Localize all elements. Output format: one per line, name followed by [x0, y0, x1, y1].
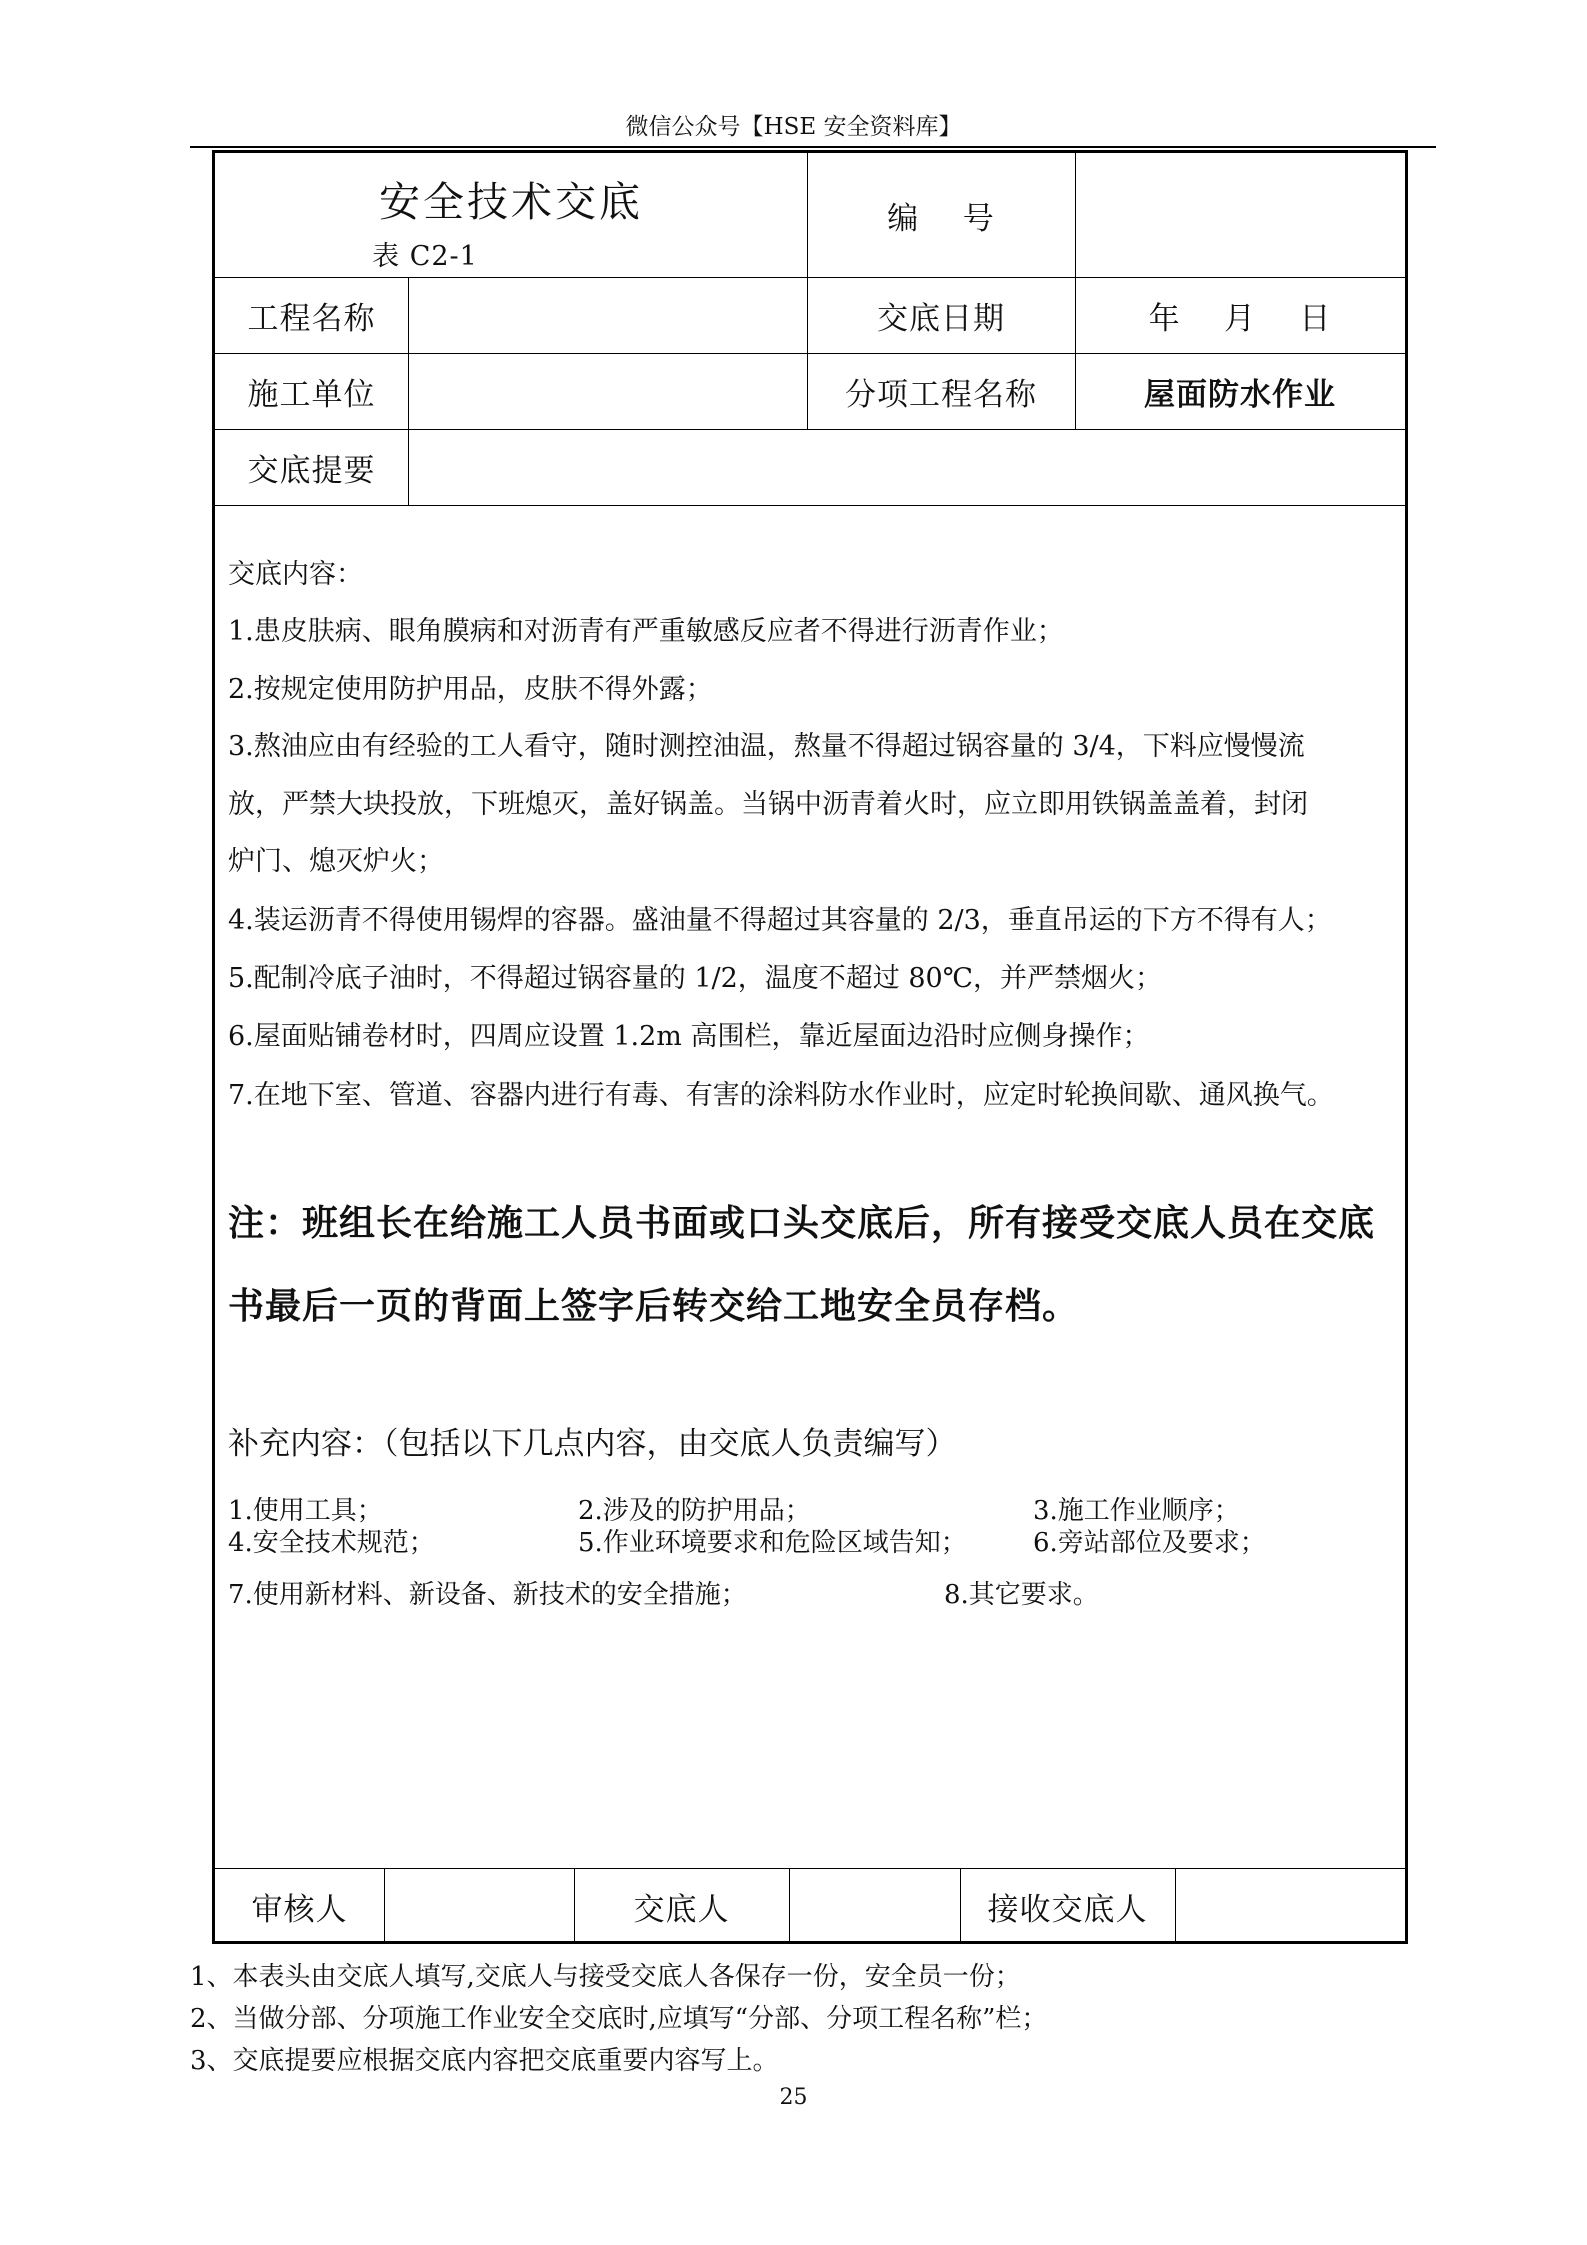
disclosure-content: [228, 552, 1398, 1122]
construction-unit-label: 施工单位: [247, 376, 376, 413]
header-divider: [190, 146, 1436, 148]
footnote: 1、本表头由交底人填写,交底人与接受交底人各保存一份，安全员一份；: [190, 1962, 1021, 1992]
content-line: 7.在地下室、管道、容器内进行有毒、有害的涂料防水作业时，应定时轮换间歇、通风换气。: [228, 1080, 1334, 1111]
supplement-item: 2.涉及的防护用品；: [578, 1496, 811, 1526]
content-line: 3.熬油应由有经验的工人看守，随时测控油温，熬量不得超过锅容量的 3/4，下料应慢慢流: [228, 731, 1305, 762]
table-code: 表 C2-1: [372, 240, 478, 272]
content-line: 2.按规定使用防护用品，皮肤不得外露；: [228, 674, 713, 705]
supplement-item: 3.施工作业顺序；: [1033, 1496, 1240, 1526]
note-line: 书最后一页的背面上签字后转交给工地安全员存档。: [228, 1285, 1080, 1327]
number-field[interactable]: [1075, 153, 1405, 277]
supplement-item: 7.使用新材料、新设备、新技术的安全措施；: [228, 1580, 747, 1610]
content-line: 1.患皮肤病、眼角膜病和对沥青有严重敏感反应者不得进行沥青作业；: [228, 616, 1064, 647]
receiver-field[interactable]: [1175, 1868, 1405, 1944]
project-name-field[interactable]: [408, 277, 807, 353]
supplement-heading: 补充内容：（包括以下几点内容，由交底人负责编写）: [228, 1426, 957, 1462]
content-line: 5.配制冷底子油时，不得超过锅容量的 1/2，温度不超过 80℃，并严禁烟火；: [228, 963, 1162, 994]
content-line: 炉门、熄灭炉火；: [228, 846, 444, 877]
content-heading: 交底内容：: [228, 559, 363, 590]
receiver-label: 接收交底人: [987, 1891, 1148, 1928]
footnote: 2、当做分部、分项施工作业安全交底时,应填写“分部、分项工程名称”栏；: [190, 2004, 1048, 2034]
page-number: 25: [779, 2085, 808, 2110]
subitem-name-value: 屋面防水作业: [1144, 376, 1336, 413]
project-name-label: 工程名称: [247, 300, 376, 337]
supplement-item: 6.旁站部位及要求；: [1033, 1528, 1266, 1558]
supplement-item: 8.其它要求。: [944, 1580, 1099, 1610]
discloser-label: 交底人: [633, 1891, 730, 1928]
date-field[interactable]: 年 月 日: [1148, 300, 1332, 337]
construction-unit-field[interactable]: [408, 353, 807, 429]
number-label: 编 号: [887, 200, 995, 237]
summary-field[interactable]: [408, 429, 1405, 505]
supplement-item: 4.安全技术规范；: [228, 1528, 435, 1558]
supplement-item: 1.使用工具；: [228, 1496, 383, 1526]
content-line: 放，严禁大块投放，下班熄灭，盖好锅盖。当锅中沥青着火时，应立即用铁锅盖盖着，封闭: [228, 789, 1308, 820]
document-header: 微信公众号【HSE 安全资料库】: [625, 114, 962, 140]
form-title: 安全技术交底: [379, 177, 643, 226]
footnote: 3、交底提要应根据交底内容把交底重要内容写上。: [190, 2046, 779, 2076]
discloser-field[interactable]: [789, 1868, 960, 1944]
reviewer-field[interactable]: [384, 1868, 574, 1944]
date-label: 交底日期: [877, 300, 1005, 337]
supplement-item: 5.作业环境要求和危险区域告知；: [578, 1528, 967, 1558]
subitem-name-label: 分项工程名称: [845, 376, 1037, 413]
row-divider: [215, 505, 1405, 506]
reviewer-label: 审核人: [251, 1891, 348, 1928]
summary-label: 交底提要: [247, 452, 376, 489]
content-line: 6.屋面贴铺卷材时，四周应设置 1.2m 高围栏，靠近屋面边沿时应侧身操作；: [228, 1021, 1150, 1052]
content-line: 4.装运沥青不得使用锡焊的容器。盛油量不得超过其容量的 2/3，垂直吊运的下方不得有人；: [228, 905, 1332, 936]
note-line: 注：班组长在给施工人员书面或口头交底后，所有接受交底人员在交底: [228, 1202, 1376, 1244]
